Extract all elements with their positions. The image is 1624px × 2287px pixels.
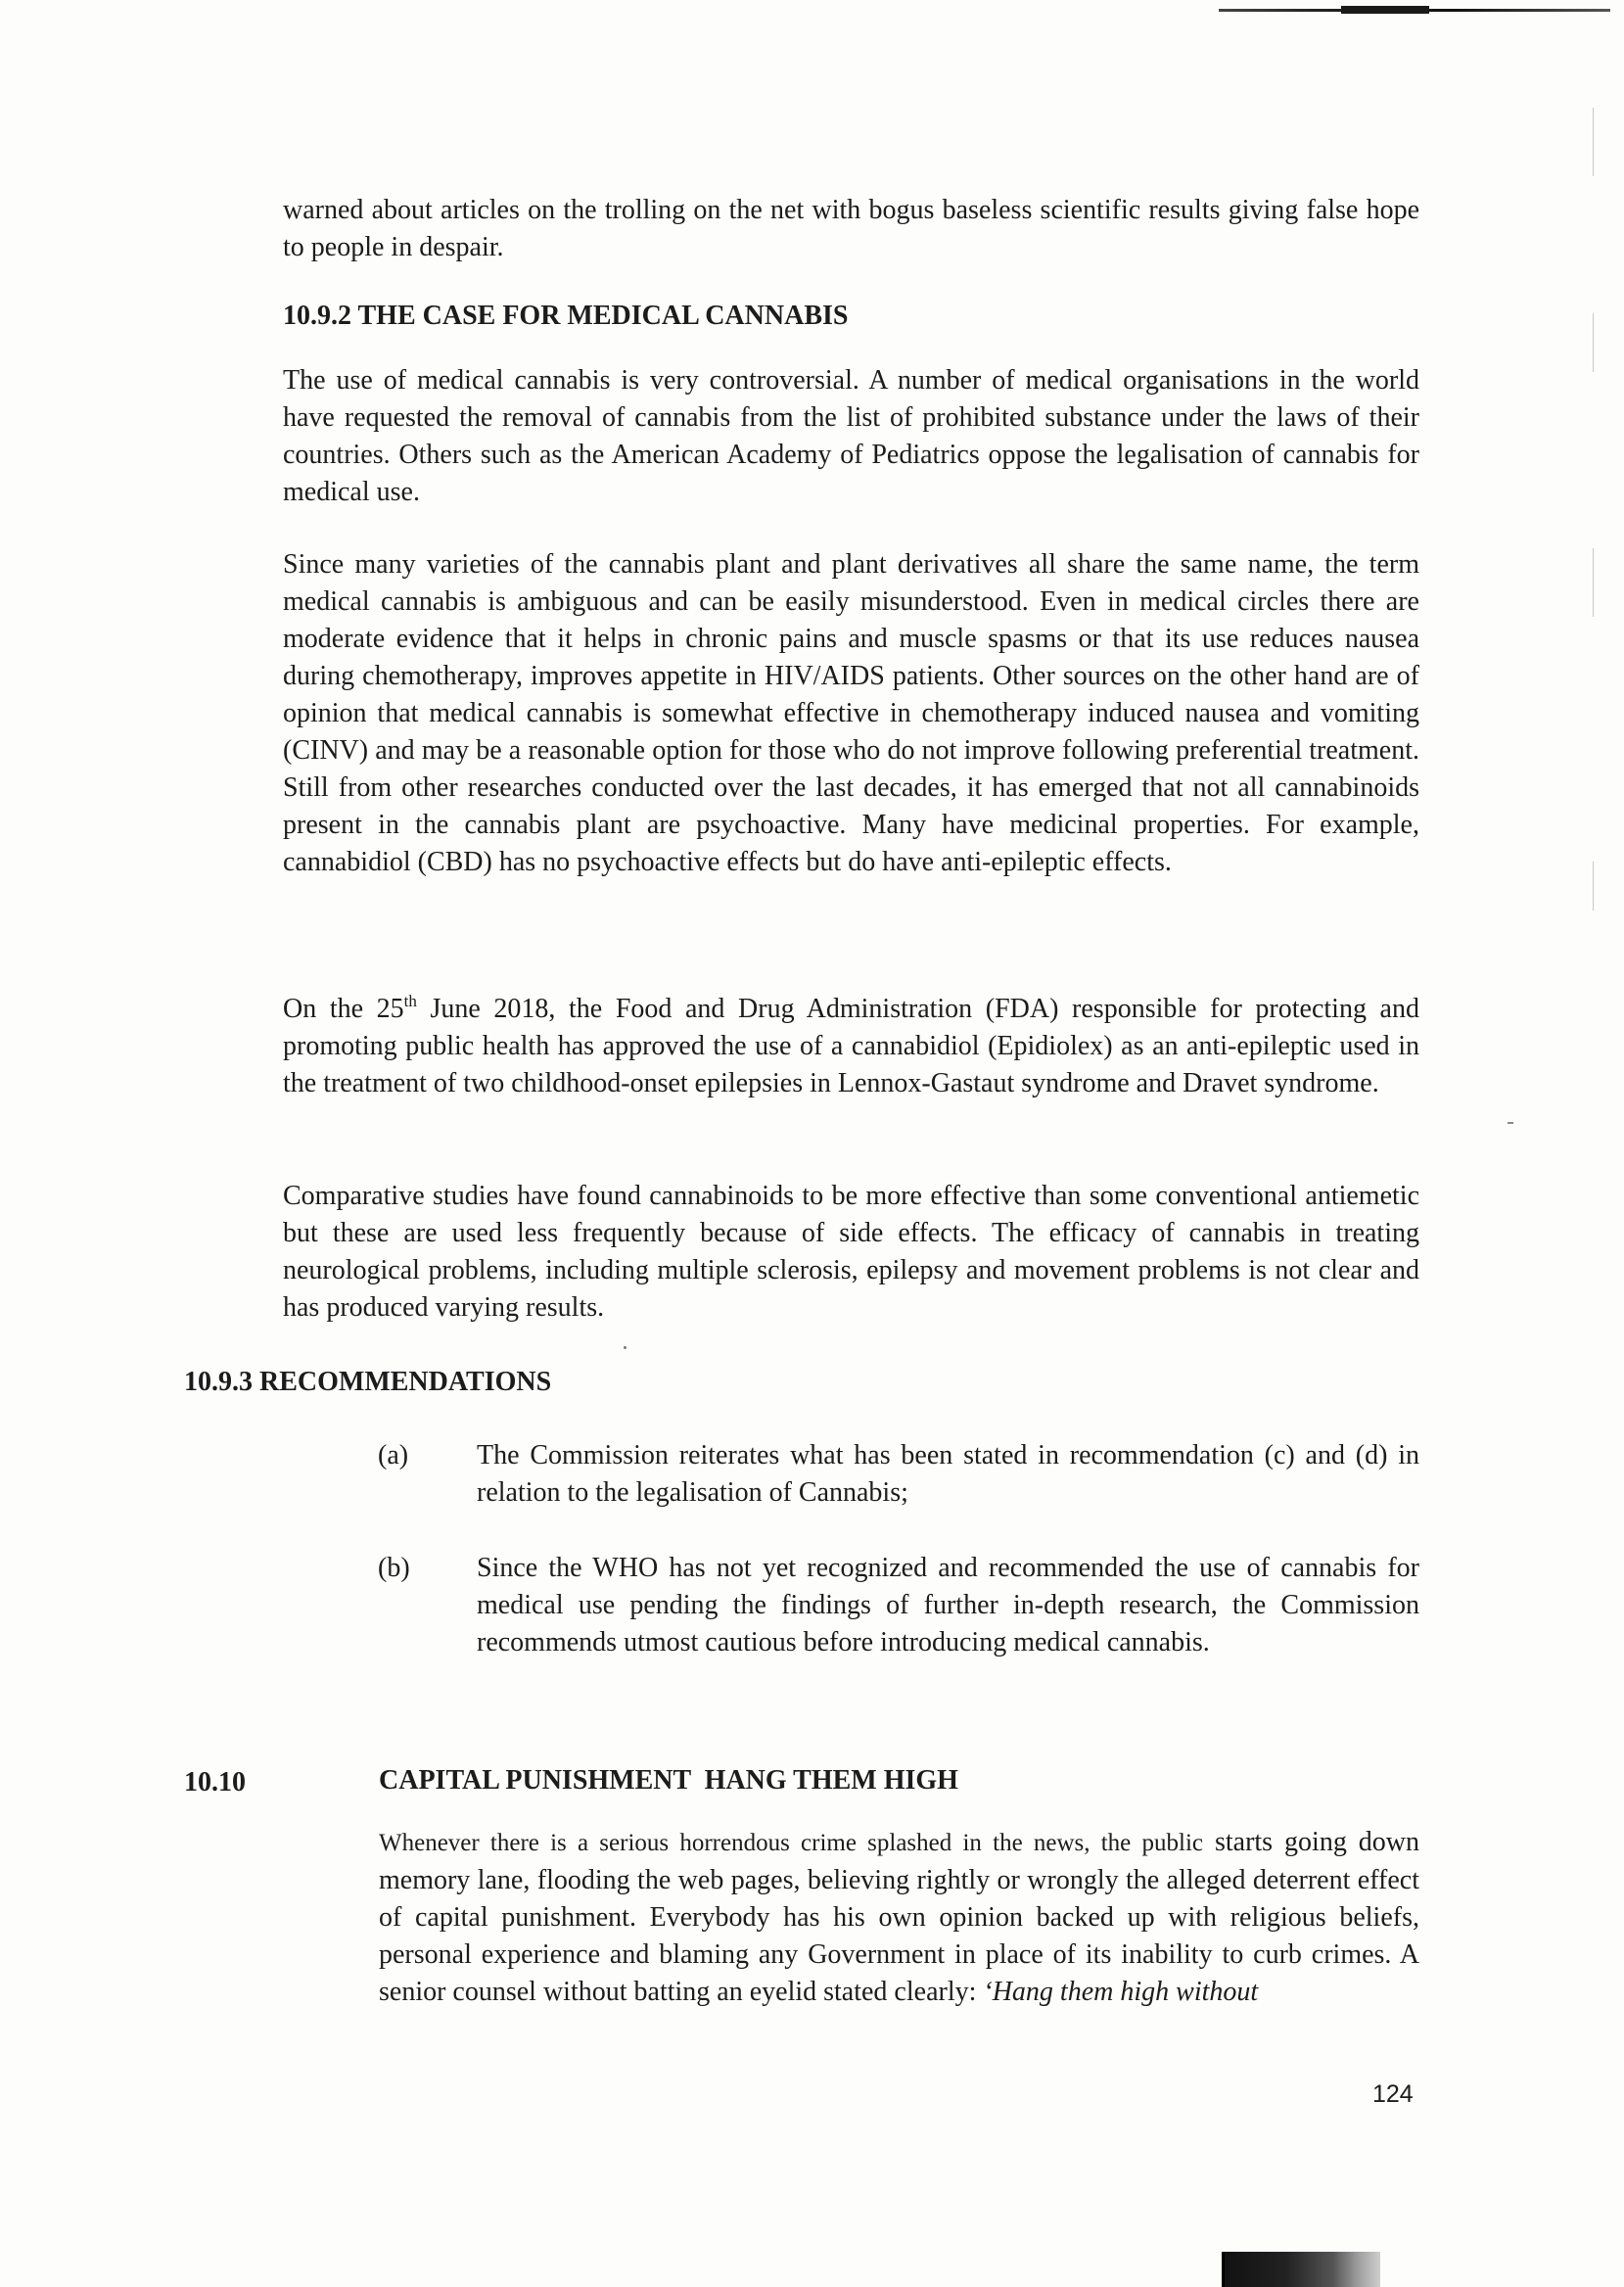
paragraph-3-start: On the 25	[283, 994, 404, 1024]
medical-cannabis-paragraph-3	[283, 991, 1419, 1102]
scan-edge-line	[1593, 108, 1594, 176]
recommendation-b-label: (b)	[378, 1553, 410, 1583]
section-heading-10-9-2: 10.9.2 THE CASE FOR MEDICAL CANNABIS	[283, 301, 849, 331]
capital-punishment-paragraph	[379, 1824, 1419, 2011]
scan-edge-artifact-bottom	[1224, 2252, 1380, 2287]
medical-cannabis-paragraph-2: Since many varieties of the cannabis plant and plant derivatives all share the same name, the term medical cannabis is ambiguous and can be easily misunderstood. Even in medical circles there are moderate evidence that it helps in chronic pains and muscle spasms or that its use reduces nausea during chemotherapy, improves appetite in HIV/AIDS patients. Other sources on the other hand are of opinion that medical cannabis is somewhat effective in chemotherapy induced nausea and vomiting (CINV) and may be a reasonable option for those who do not improve following preferential treatment. Still from other researches conducted over the last decades, it has emerged that not all cannabinoids present in the cannabis plant are psychoactive. Many have medicinal properties. For example, cannabidiol (CBD) has no psychoactive effects but do have anti-epileptic effects.	[283, 549, 1419, 877]
recommendation-b-text: Since the WHO has not yet recognized and recommended the use of cannabis for medical use pending the findings of further in-depth research, the Commission recommends utmost cautious before introducing medical cannabis.	[477, 1553, 1419, 1657]
paragraph-3-rest: June 2018, the Food and Drug Administration (FDA) responsible for protecting and promoting public health has approved the use of a cannabidiol (Epidiolex) as an anti-epileptic used in the treatment of two childhood-onset epilepsies in Lennox-Gastaut syndrome and Dravet syndrome.	[283, 994, 1419, 1098]
recommendation-a-label: (a)	[378, 1440, 409, 1470]
section-heading-capital-punishment: CAPITAL PUNISHMENT HANG THEM HIGH	[379, 1765, 958, 1796]
recommendation-a-text: The Commission reiterates what has been stated in recommendation (c) and (d) in relation to the legalisation of Cannabis;	[477, 1440, 1419, 1508]
page-number: 124	[1372, 2080, 1414, 2108]
scan-edge-line	[1593, 862, 1594, 910]
scan-edge-line	[1593, 548, 1594, 617]
scan-speck	[624, 1346, 626, 1349]
scan-edge-tick	[1222, 2252, 1225, 2287]
scan-speck	[1508, 1122, 1513, 1124]
paragraph-lead-in: Whenever there is a serious horrendous crime splashed in the news, the public	[379, 1830, 1203, 1856]
medical-cannabis-paragraph-4: Comparative studies have found cannabinoids to be more effective than some conventional antiemetic but these are used less frequently because of side effects. The efficacy of cannabis in treating neurological problems, including multiple sclerosis, epilepsy and movement problems is not clear and has produced varying results.	[283, 1181, 1419, 1323]
paragraph-body: starts going down memory lane, flooding the web pages, believing rightly or wrongly the alleged deterrent effect of capital punishment. Everybody has his own opinion backed up with religious beliefs, personal experience and blaming any Government in place of its inability to curb crimes. A senior counsel without batting an eyelid stated clearly:	[379, 1827, 1420, 2007]
medical-cannabis-paragraph-1: The use of medical cannabis is very controversial. A number of medical organisations in the world have requested the removal of cannabis from the list of prohibited substance under the laws of their countries. Others such as the American Academy of Pediatrics oppose the legalisation of cannabis for medical use.	[283, 365, 1419, 507]
scan-edge-line	[1593, 313, 1594, 372]
scan-edge-artifact-top-dark	[1341, 6, 1429, 14]
intro-paragraph: warned about articles on the trolling on the net with bogus baseless scientific results giving false hope to people in despair.	[283, 195, 1419, 262]
section-heading-10-9-3: 10.9.3 RECOMMENDATIONS	[184, 1367, 552, 1397]
section-number-10-10: 10.10	[184, 1767, 246, 1797]
quoted-statement: ‘Hang them high without	[983, 1977, 1259, 2007]
ordinal-superscript: th	[403, 992, 417, 1010]
